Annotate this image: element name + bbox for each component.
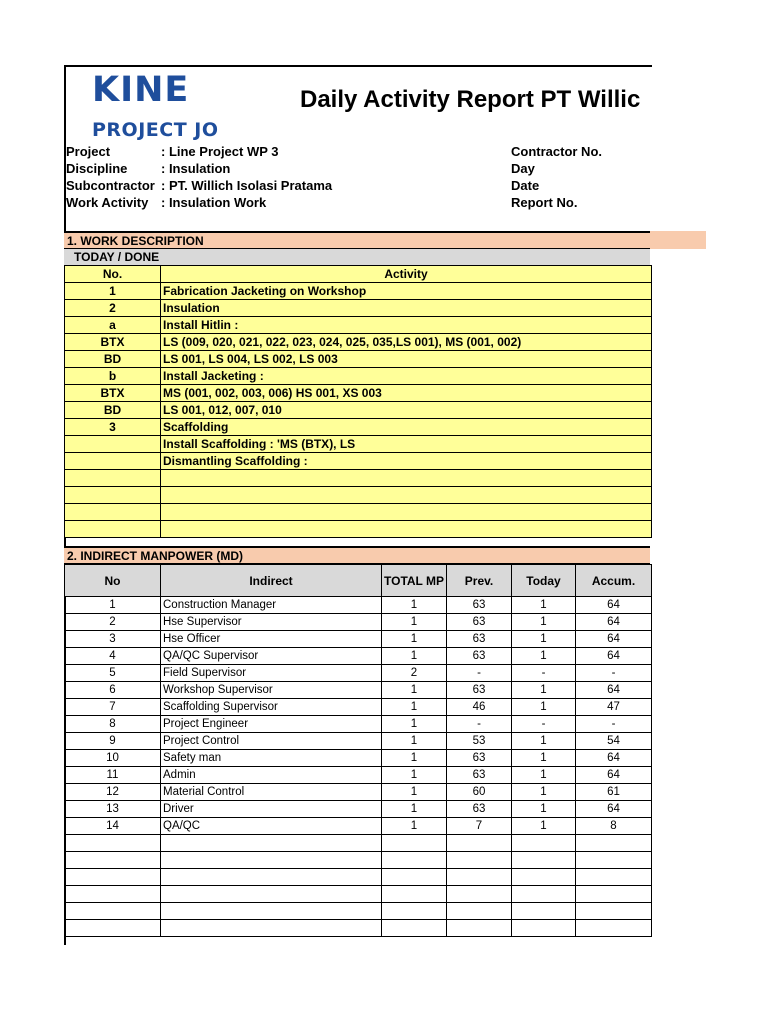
- row-today: 1: [512, 648, 576, 665]
- row-activity: [161, 521, 652, 538]
- row-activity: [161, 487, 652, 504]
- table-row: [65, 385, 652, 402]
- table-row: [65, 869, 652, 886]
- table-row: [65, 597, 652, 614]
- table-row: [65, 317, 652, 334]
- row-total-mp: [382, 835, 447, 852]
- row-prev: [447, 903, 512, 920]
- row-total-mp: 1: [382, 767, 447, 784]
- table-row: [65, 631, 652, 648]
- table-row: [65, 300, 652, 317]
- row-prev: 63: [447, 801, 512, 818]
- row-accum: 61: [576, 784, 652, 801]
- row-no: 10: [65, 750, 161, 767]
- info-label-day: Day: [511, 161, 535, 176]
- row-accum: 64: [576, 648, 652, 665]
- row-no: 3: [65, 419, 161, 436]
- row-total-mp: 2: [382, 665, 447, 682]
- row-indirect: Admin: [161, 767, 382, 784]
- row-activity: LS 001, LS 004, LS 002, LS 003: [161, 351, 652, 368]
- section-indirect-manpower: [64, 546, 650, 564]
- row-indirect: Workshop Supervisor: [161, 682, 382, 699]
- company-logo: [92, 70, 219, 142]
- today-done-label: TODAY / DONE: [74, 250, 160, 264]
- table-row: [65, 886, 652, 903]
- row-total-mp: 1: [382, 716, 447, 733]
- row-no: 11: [65, 767, 161, 784]
- row-today: 1: [512, 784, 576, 801]
- row-total-mp: 1: [382, 750, 447, 767]
- info-label-project: Project: [66, 144, 111, 159]
- col-header-no: No: [65, 565, 161, 597]
- table-row: [65, 852, 652, 869]
- row-indirect: Safety man: [161, 750, 382, 767]
- col-header-activity: Activity: [161, 266, 652, 283]
- row-today: 1: [512, 597, 576, 614]
- table-row: [65, 767, 652, 784]
- table-row: [65, 648, 652, 665]
- row-indirect: Hse Officer: [161, 631, 382, 648]
- row-activity: [161, 470, 652, 487]
- row-no: 12: [65, 784, 161, 801]
- row-no: [65, 852, 161, 869]
- row-no: 2: [65, 614, 161, 631]
- row-no: b: [65, 368, 161, 385]
- row-no: a: [65, 317, 161, 334]
- row-activity: Install Scaffolding : 'MS (BTX), LS: [161, 436, 652, 453]
- row-no: [65, 886, 161, 903]
- row-total-mp: 1: [382, 733, 447, 750]
- row-prev: 60: [447, 784, 512, 801]
- row-prev: [447, 920, 512, 937]
- row-indirect: Scaffolding Supervisor: [161, 699, 382, 716]
- info-values: [161, 143, 332, 211]
- row-prev: 63: [447, 631, 512, 648]
- table-row: [65, 521, 652, 538]
- table-row: [65, 733, 652, 750]
- info-value-discipline: : Insulation: [161, 161, 231, 176]
- row-prev: 46: [447, 699, 512, 716]
- row-accum: [576, 920, 652, 937]
- row-no: 5: [65, 665, 161, 682]
- table-row: [65, 801, 652, 818]
- row-prev: 63: [447, 648, 512, 665]
- row-today: 1: [512, 818, 576, 835]
- manpower-table: [64, 564, 652, 937]
- section-today-done: [64, 249, 650, 266]
- info-label-subcontractor: Subcontractor: [66, 178, 155, 193]
- row-accum: 64: [576, 750, 652, 767]
- col-header-prev: Prev.: [447, 565, 512, 597]
- table-row: [65, 334, 652, 351]
- row-today: 1: [512, 801, 576, 818]
- row-prev: [447, 835, 512, 852]
- row-total-mp: [382, 903, 447, 920]
- table-row: [65, 351, 652, 368]
- row-no: [65, 504, 161, 521]
- info-right-labels: [511, 143, 602, 211]
- table-row: [65, 504, 652, 521]
- table-header-row: [65, 565, 652, 597]
- row-indirect: [161, 852, 382, 869]
- row-prev: 63: [447, 682, 512, 699]
- row-accum: 8: [576, 818, 652, 835]
- row-today: 1: [512, 699, 576, 716]
- row-activity: Install Hitlin :: [161, 317, 652, 334]
- row-prev: [447, 886, 512, 903]
- row-total-mp: 1: [382, 699, 447, 716]
- row-no: [65, 521, 161, 538]
- row-indirect: [161, 886, 382, 903]
- row-prev: 63: [447, 750, 512, 767]
- row-no: [65, 869, 161, 886]
- info-label-report-no: Report No.: [511, 195, 578, 210]
- row-no: BTX: [65, 385, 161, 402]
- row-no: 9: [65, 733, 161, 750]
- row-today: [512, 920, 576, 937]
- row-no: 13: [65, 801, 161, 818]
- row-no: 1: [65, 283, 161, 300]
- row-no: BD: [65, 402, 161, 419]
- row-no: [65, 436, 161, 453]
- info-label-discipline: Discipline: [66, 161, 128, 176]
- row-prev: 63: [447, 767, 512, 784]
- section-band-overflow: [650, 231, 706, 249]
- row-no: 7: [65, 699, 161, 716]
- table-row: [65, 665, 652, 682]
- col-header-total-mp: TOTAL MP: [382, 565, 447, 597]
- col-header-accum: Accum.: [576, 565, 652, 597]
- table-row: [65, 487, 652, 504]
- table-row: [65, 818, 652, 835]
- info-label-contractor-no: Contractor No.: [511, 144, 602, 159]
- row-indirect: [161, 920, 382, 937]
- row-indirect: Field Supervisor: [161, 665, 382, 682]
- row-today: 1: [512, 614, 576, 631]
- section-work-description-title: 1. WORK DESCRIPTION: [67, 234, 204, 248]
- row-prev: 63: [447, 597, 512, 614]
- row-activity: [161, 504, 652, 521]
- row-prev: -: [447, 665, 512, 682]
- row-indirect: Project Engineer: [161, 716, 382, 733]
- row-prev: 53: [447, 733, 512, 750]
- row-accum: 64: [576, 767, 652, 784]
- info-labels: [66, 143, 155, 211]
- table-row: [65, 402, 652, 419]
- row-today: -: [512, 716, 576, 733]
- row-no: [65, 470, 161, 487]
- row-prev: 7: [447, 818, 512, 835]
- row-today: [512, 835, 576, 852]
- info-label-date: Date: [511, 178, 540, 193]
- row-no: BTX: [65, 334, 161, 351]
- row-activity: Install Jacketing :: [161, 368, 652, 385]
- table-row: [65, 614, 652, 631]
- row-no: [65, 903, 161, 920]
- row-no: [65, 835, 161, 852]
- info-label-work-activity: Work Activity: [66, 195, 149, 210]
- row-accum: 47: [576, 699, 652, 716]
- row-accum: 64: [576, 597, 652, 614]
- row-no: [65, 487, 161, 504]
- section-indirect-manpower-title: 2. INDIRECT MANPOWER (MD): [67, 549, 243, 563]
- info-value-subcontractor: : PT. Willich Isolasi Pratama: [161, 178, 333, 193]
- row-no: 6: [65, 682, 161, 699]
- table-row: [65, 716, 652, 733]
- row-accum: 64: [576, 682, 652, 699]
- row-accum: [576, 835, 652, 852]
- info-value-work-activity: : Insulation Work: [161, 195, 267, 210]
- work-description-table: [64, 265, 652, 538]
- row-no: 3: [65, 631, 161, 648]
- row-today: [512, 886, 576, 903]
- row-indirect: Project Control: [161, 733, 382, 750]
- row-total-mp: [382, 852, 447, 869]
- row-no: 4: [65, 648, 161, 665]
- col-header-indirect: Indirect: [161, 565, 382, 597]
- row-today: 1: [512, 682, 576, 699]
- row-accum: 64: [576, 614, 652, 631]
- table-row: [65, 920, 652, 937]
- row-activity: Dismantling Scaffolding :: [161, 453, 652, 470]
- info-value-project: : Line Project WP 3: [161, 144, 279, 159]
- report-title: Daily Activity Report PT Willic: [300, 86, 641, 113]
- row-total-mp: 1: [382, 648, 447, 665]
- row-today: [512, 869, 576, 886]
- row-indirect: Driver: [161, 801, 382, 818]
- row-total-mp: [382, 920, 447, 937]
- row-activity: Insulation: [161, 300, 652, 317]
- row-no: 8: [65, 716, 161, 733]
- row-prev: [447, 852, 512, 869]
- row-prev: 63: [447, 614, 512, 631]
- logo-text-project-jo: PROJECT JO: [92, 119, 219, 141]
- row-indirect: Material Control: [161, 784, 382, 801]
- table-header-row: [65, 266, 652, 283]
- row-activity: Fabrication Jacketing on Workshop: [161, 283, 652, 300]
- manpower-table-body: [65, 597, 652, 937]
- row-indirect: Construction Manager: [161, 597, 382, 614]
- row-indirect: [161, 869, 382, 886]
- row-no: [65, 920, 161, 937]
- row-accum: 64: [576, 631, 652, 648]
- row-accum: -: [576, 716, 652, 733]
- row-total-mp: [382, 886, 447, 903]
- row-activity: LS (009, 020, 021, 022, 023, 024, 025, 035,LS 001), MS (001, 002): [161, 334, 652, 351]
- row-activity: Scaffolding: [161, 419, 652, 436]
- table-row: [65, 453, 652, 470]
- row-accum: 54: [576, 733, 652, 750]
- row-no: BD: [65, 351, 161, 368]
- row-total-mp: 1: [382, 784, 447, 801]
- row-total-mp: 1: [382, 801, 447, 818]
- row-total-mp: 1: [382, 614, 447, 631]
- table-row: [65, 283, 652, 300]
- row-total-mp: 1: [382, 597, 447, 614]
- row-total-mp: 1: [382, 818, 447, 835]
- row-no: 14: [65, 818, 161, 835]
- row-indirect: [161, 835, 382, 852]
- table-row: [65, 470, 652, 487]
- table-row: [65, 682, 652, 699]
- table-row: [65, 699, 652, 716]
- table-row: [65, 784, 652, 801]
- row-today: [512, 852, 576, 869]
- row-accum: [576, 903, 652, 920]
- row-today: 1: [512, 631, 576, 648]
- row-indirect: [161, 903, 382, 920]
- table-row: [65, 419, 652, 436]
- row-today: [512, 903, 576, 920]
- row-today: -: [512, 665, 576, 682]
- row-no: 2: [65, 300, 161, 317]
- row-accum: -: [576, 665, 652, 682]
- row-activity: MS (001, 002, 003, 006) HS 001, XS 003: [161, 385, 652, 402]
- table-row: [65, 903, 652, 920]
- row-prev: [447, 869, 512, 886]
- row-today: 1: [512, 750, 576, 767]
- row-total-mp: 1: [382, 631, 447, 648]
- row-no: [65, 453, 161, 470]
- row-accum: [576, 886, 652, 903]
- row-accum: 64: [576, 801, 652, 818]
- row-today: 1: [512, 733, 576, 750]
- row-total-mp: [382, 869, 447, 886]
- row-activity: LS 001, 012, 007, 010: [161, 402, 652, 419]
- row-accum: [576, 852, 652, 869]
- table-row: [65, 368, 652, 385]
- table-row: [65, 750, 652, 767]
- table-row: [65, 835, 652, 852]
- row-indirect: QA/QC Supervisor: [161, 648, 382, 665]
- col-header-today: Today: [512, 565, 576, 597]
- section-work-description: [64, 231, 650, 249]
- row-indirect: Hse Supervisor: [161, 614, 382, 631]
- row-prev: -: [447, 716, 512, 733]
- row-total-mp: 1: [382, 682, 447, 699]
- row-accum: [576, 869, 652, 886]
- logo-text-kine: KINE: [92, 70, 190, 110]
- row-today: 1: [512, 767, 576, 784]
- row-indirect: QA/QC: [161, 818, 382, 835]
- row-no: 1: [65, 597, 161, 614]
- col-header-no: No.: [65, 266, 161, 283]
- table-row: [65, 436, 652, 453]
